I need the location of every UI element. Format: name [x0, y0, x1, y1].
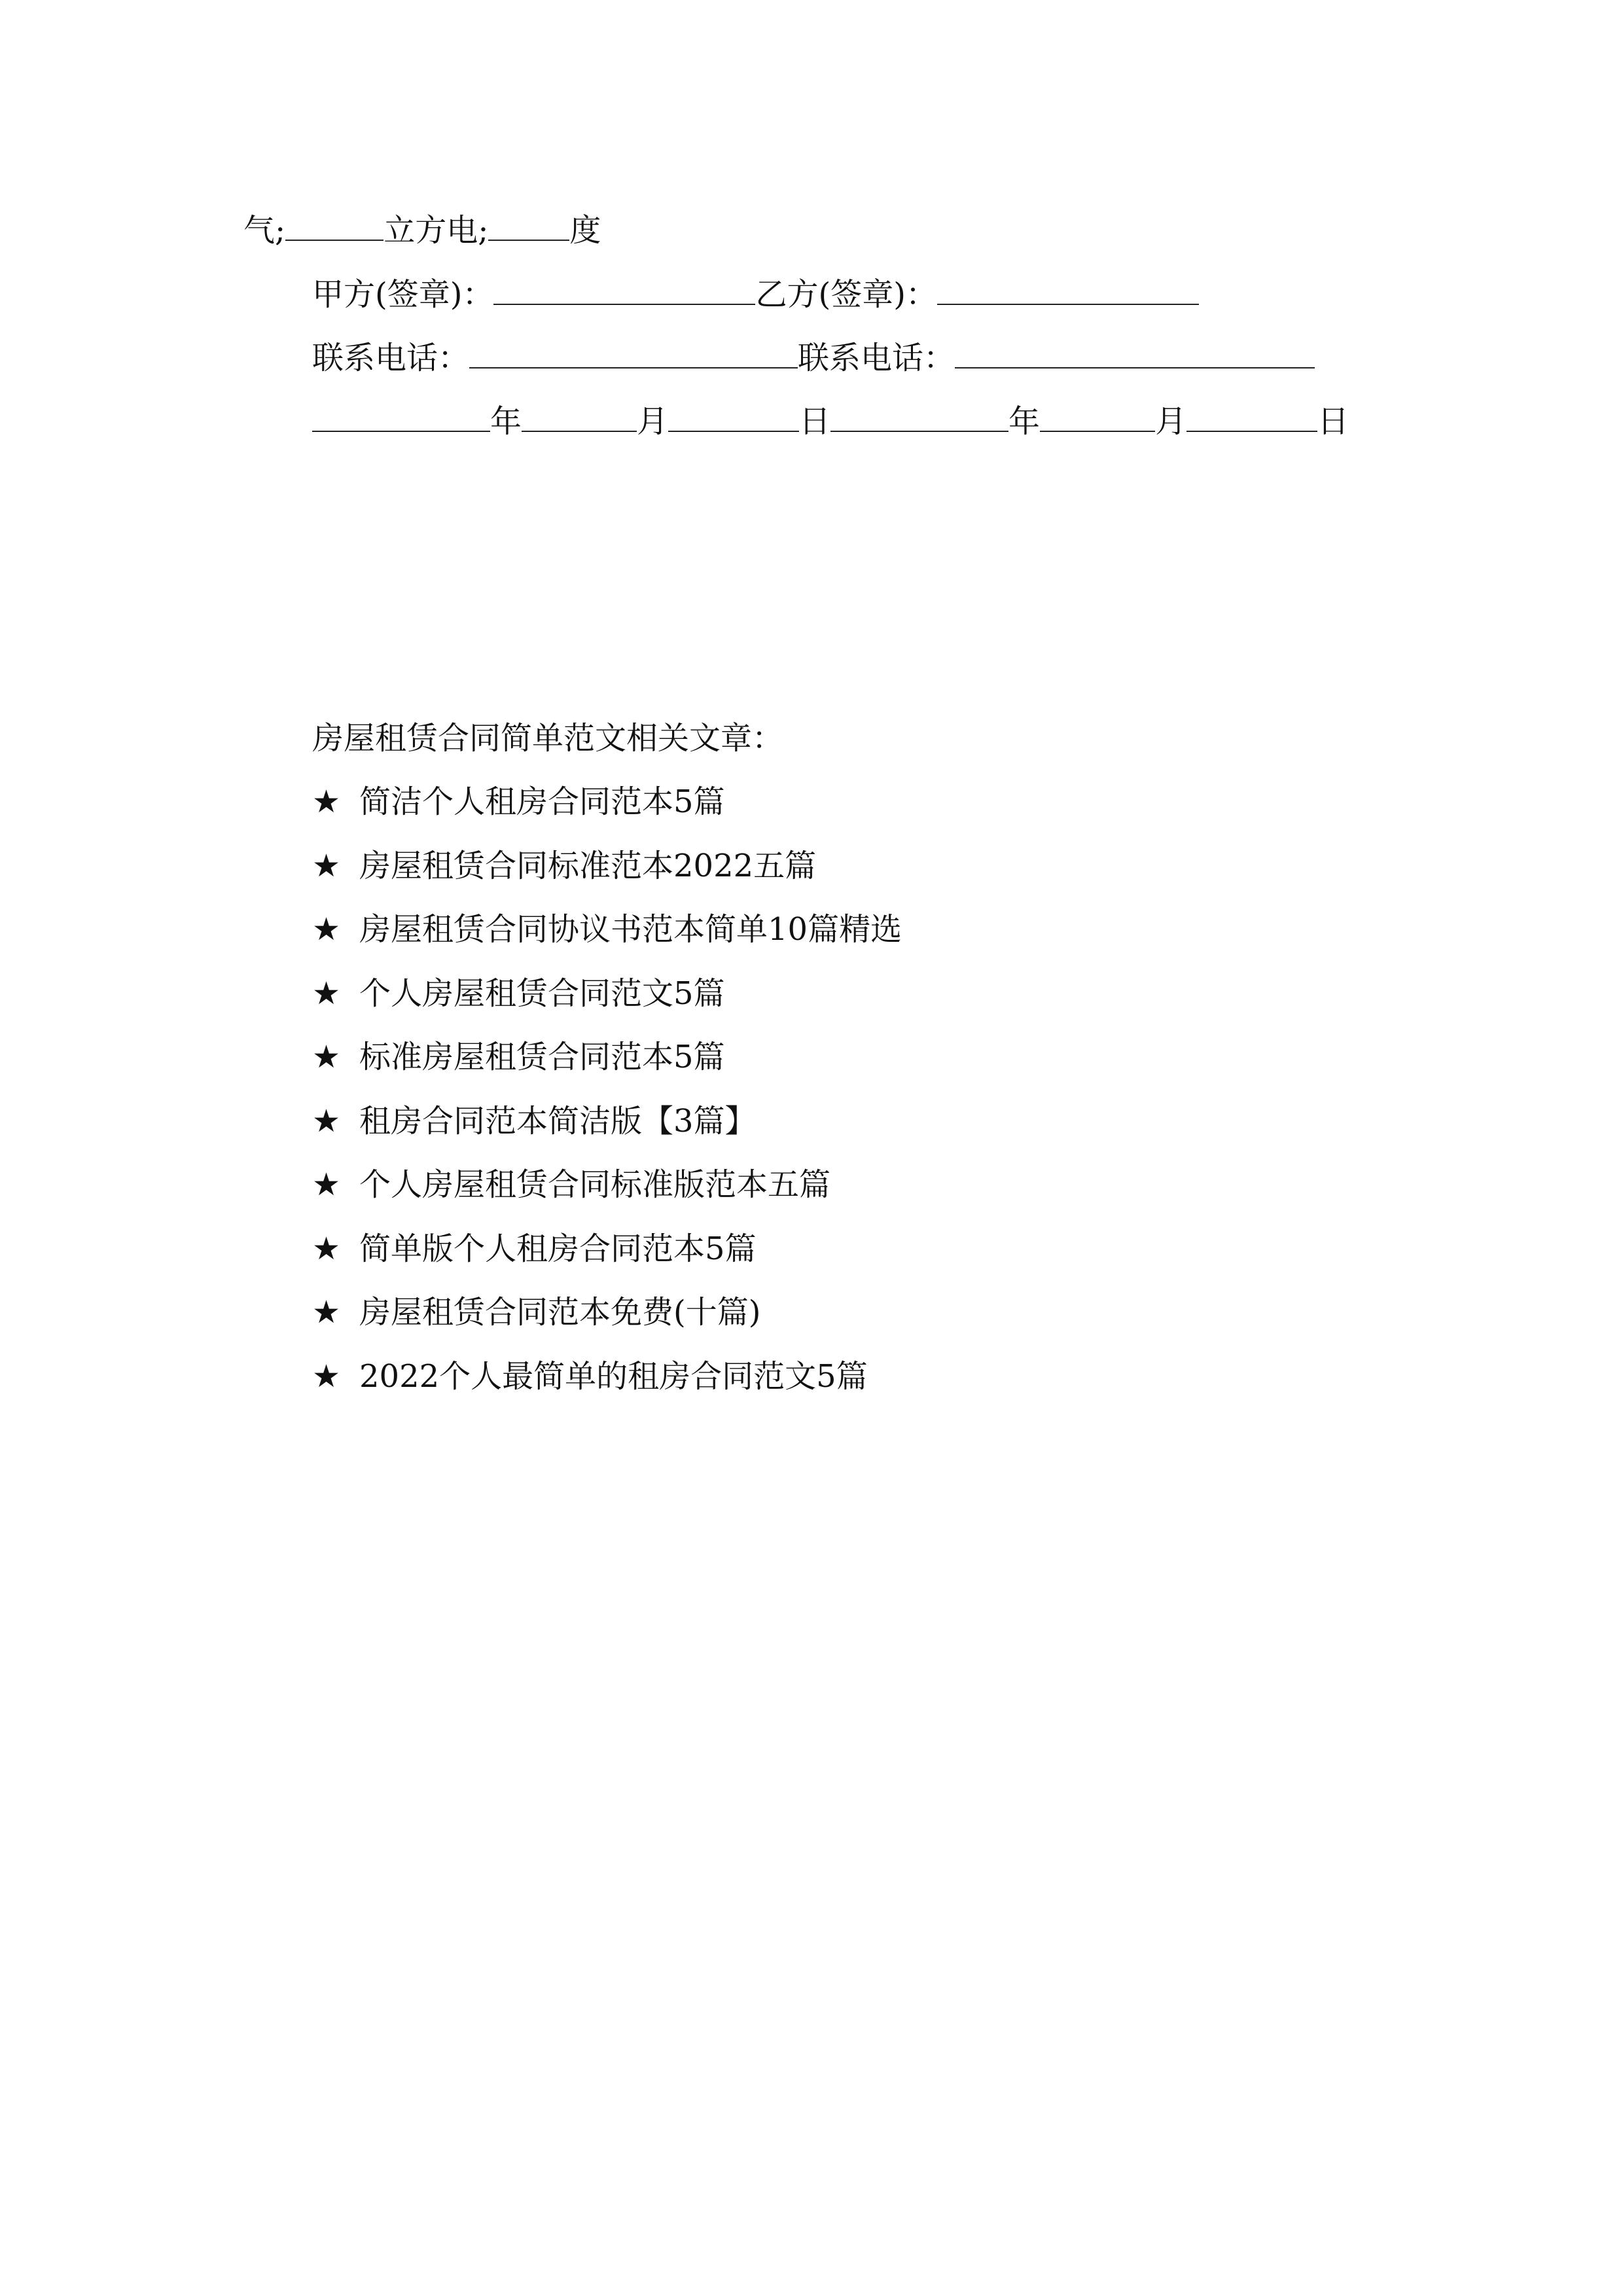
electric-label: 立方电;: [383, 212, 489, 249]
date-line: [312, 401, 1349, 440]
year-a-label: 年: [490, 403, 522, 440]
month-b-label: 月: [1155, 403, 1187, 440]
star-icon: ★: [312, 975, 341, 1012]
electric-blank: [488, 209, 569, 241]
star-icon: ★: [312, 848, 341, 884]
year-b-label: 年: [1008, 403, 1041, 440]
phone-b-blank: [955, 337, 1315, 368]
star-icon: ★: [312, 1358, 341, 1395]
related-link-text[interactable]: 租房合同范本简洁版【3篇】: [359, 1103, 757, 1139]
star-icon: ★: [312, 911, 341, 948]
star-icon: ★: [312, 1230, 341, 1267]
related-link[interactable]: [312, 1165, 830, 1204]
star-icon: ★: [312, 783, 341, 820]
related-link[interactable]: [312, 1357, 868, 1396]
related-link[interactable]: [312, 974, 725, 1013]
related-link[interactable]: [312, 1293, 760, 1332]
related-link-text[interactable]: 个人房屋租赁合同范文5篇: [359, 975, 725, 1012]
related-link-text[interactable]: 简洁个人租房合同范本5篇: [359, 783, 725, 820]
party-b-label: 乙方(签章)：: [755, 276, 937, 313]
related-link-text[interactable]: 个人房屋租赁合同标准版范本五篇: [359, 1166, 831, 1203]
related-link-text[interactable]: 房屋租赁合同标准范本2022五篇: [359, 848, 817, 884]
party-a-label: 甲方(签章)：: [312, 276, 494, 313]
related-link-text[interactable]: 标准房屋租赁合同范本5篇: [359, 1039, 725, 1075]
utilities-line: [243, 209, 601, 249]
day-b-label: 日: [1317, 403, 1349, 440]
gas-blank: [285, 209, 383, 241]
related-link[interactable]: [312, 1102, 757, 1141]
star-icon: ★: [312, 1103, 341, 1139]
month-b-blank: [1040, 401, 1155, 432]
related-link-text[interactable]: 房屋租赁合同范本免费(十篇): [359, 1294, 761, 1331]
signature-line: [312, 274, 1199, 313]
related-link-text[interactable]: 房屋租赁合同协议书范本简单10篇精选: [359, 911, 902, 948]
star-icon: ★: [312, 1166, 341, 1203]
day-b-blank: [1186, 401, 1317, 432]
party-a-signature-blank: [493, 274, 755, 305]
day-a-blank: [668, 401, 799, 432]
year-a-blank: [312, 401, 490, 432]
related-link-text[interactable]: 简单版个人租房合同范本5篇: [359, 1230, 757, 1267]
phone-label-a: 联系电话：: [312, 340, 470, 376]
related-link[interactable]: [312, 1229, 757, 1268]
month-a-blank: [522, 401, 637, 432]
phone-line: [312, 337, 1315, 376]
related-link-text[interactable]: 2022个人最简单的租房合同范文5篇: [359, 1358, 868, 1395]
related-link[interactable]: [312, 1037, 725, 1077]
phone-label-b: 联系电话：: [798, 340, 955, 376]
year-b-blank: [830, 401, 1008, 432]
related-heading: 房屋租赁合同简单范文相关文章：: [312, 720, 784, 757]
party-b-signature-blank: [937, 274, 1199, 305]
related-link[interactable]: [312, 910, 902, 949]
day-a-label: 日: [799, 403, 831, 440]
star-icon: ★: [312, 1294, 341, 1331]
electric-unit: 度: [569, 212, 601, 249]
month-a-label: 月: [637, 403, 669, 440]
star-icon: ★: [312, 1039, 341, 1075]
related-link[interactable]: [312, 846, 816, 886]
phone-a-blank: [469, 337, 798, 368]
gas-unit: 气;: [243, 212, 286, 249]
related-link[interactable]: [312, 782, 725, 821]
